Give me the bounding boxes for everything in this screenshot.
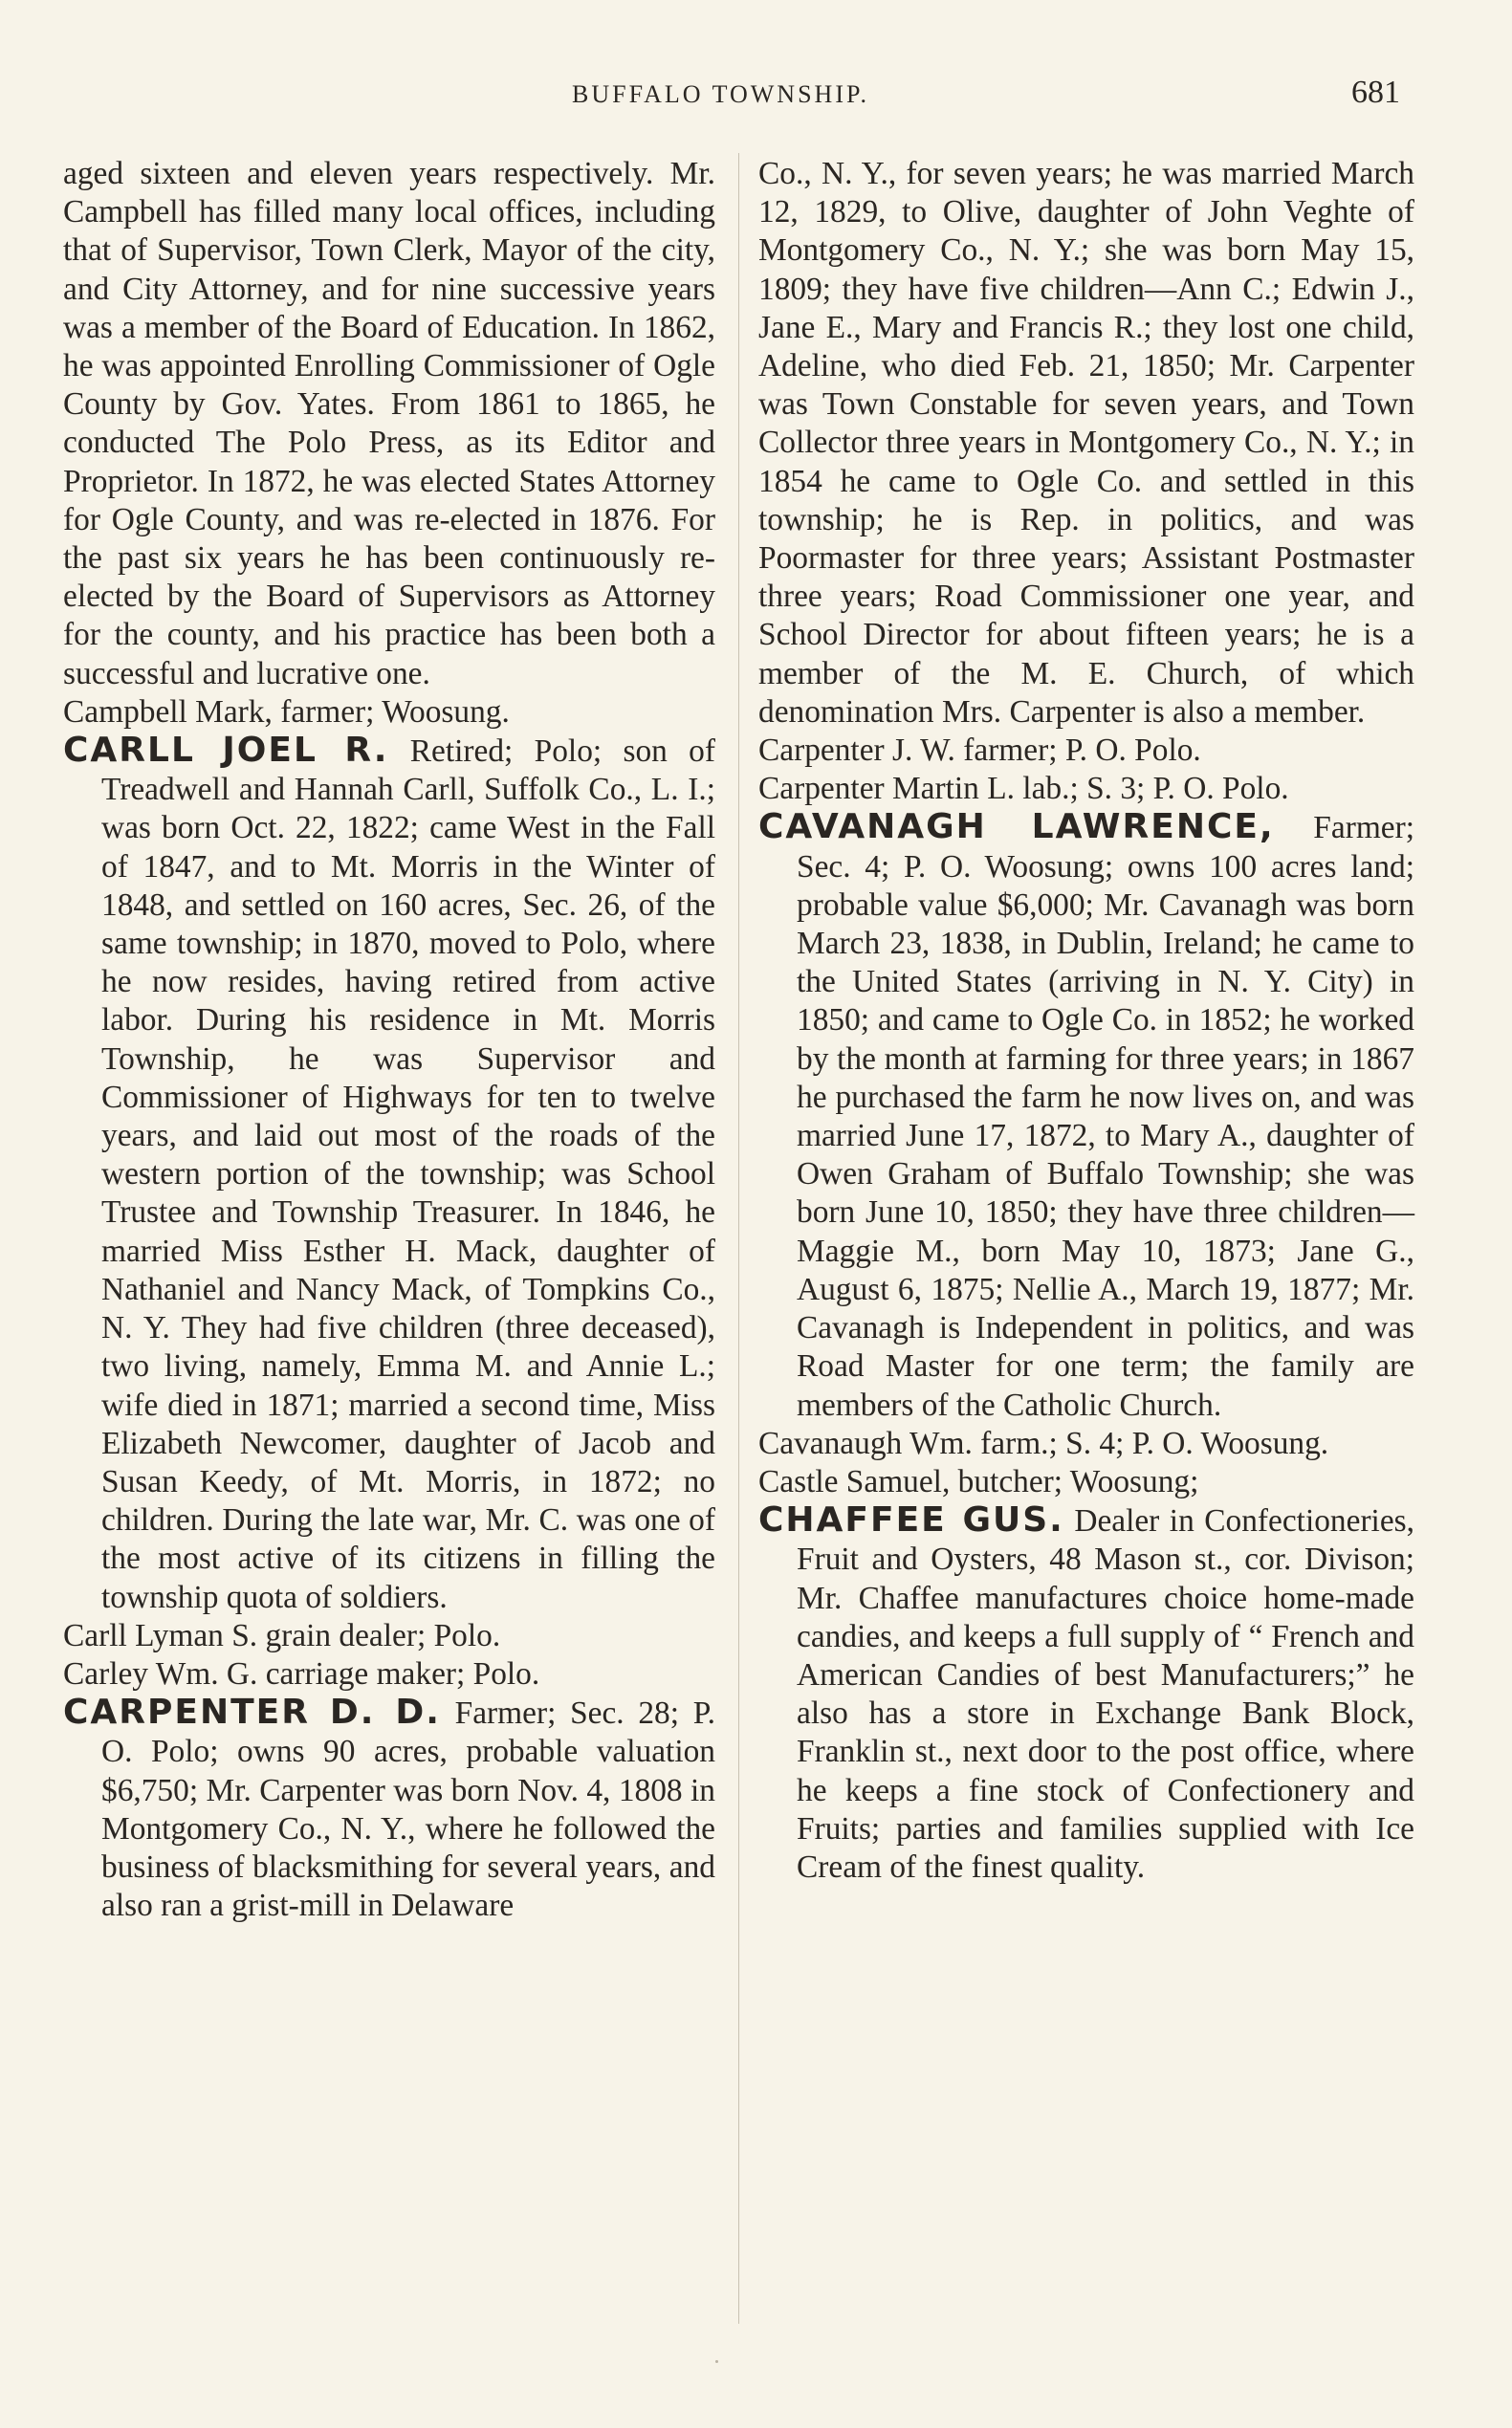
directory-entry: Carll Lyman S. grain dealer; Polo. (63, 1617, 501, 1653)
biography-entry: CARLL JOEL R. Retired; Polo; son of Treadwell and Hannah Carll, Suffolk Co., L. I.; was born Oct. 22, 1822; came West in the Fall of 1847, and to Mt. Morris in the Winter of 1848, and settled on 160 acres, Sec. 26, of the same township; in 1870, moved to Polo, where he now resides, having retired from active labor. During his residence in Mt. Morris Township, he was Supervisor and Commissioner of Highways for ten to twelve years, and laid out most of the roads of the western portion of the township; was School Trustee and Township Treasurer. In 1846, he married Miss Esther H. Mack, daughter of Nathaniel and Nancy Mack, of Tompkins Co., N. Y. They had five children (three deceased), two living, namely, Emma M. and Annie L.; wife died in 1871; married a second time, Miss Elizabeth Newcomer, daughter of Jacob and Susan Keedy, of Mt. Morris, in 1872; no children. During the late war, Mr. C. was one of the most active of its citizens in filling the township quota of soldiers. (63, 731, 715, 1615)
biography-entry: CHAFFEE GUS. Dealer in Confectioneries, Fruit and Oysters, 48 Mason st., cor. Divison; Mr. Chaffee manufactures choice home-made candies, and keeps a full supply of “ French and American Candies of best Manufacturers;” he also has a store in Exchange Bank Block, Franklin st., next door to the post office, where he keeps a fine stock of Confectionery and Fruits; parties and families supplied with Ice Cream of the finest quality. (758, 1500, 1414, 1885)
page-header (0, 75, 1512, 113)
directory-entry: Carpenter Martin L. lab.; S. 3; P. O. Polo. (758, 771, 1289, 807)
directory-entry: Cavanaugh Wm. farm.; S. 4; P. O. Woosung. (758, 1425, 1329, 1461)
directory-entry: Carpenter J. W. farmer; P. O. Polo. (758, 733, 1201, 769)
page-number: 681 (1351, 75, 1400, 110)
entry-name: CARLL JOEL R. (63, 731, 389, 771)
biography-entry: CAVANAGH LAWRENCE, Farmer; Sec. 4; P. O. Woosung; owns 100 acres land; probable value $6,000; Mr. Cavanagh was born March 23, 1838, in Dublin, Ireland; he came to the United States (arriving in N. Y. City) in 1850; and came to Ogle Co. in 1852; he worked by the month at farming for three years; in 1867 he purchased the farm he now lives on, and was married June 17, 1872, to Mary A., daughter of Owen Graham of Buffalo Township; she was born June 10, 1850; they have three children—Maggie M., born May 10, 1873; Jane G., August 6, 1875; Nellie A., March 19, 1877; Mr. Cavanagh is Independent in politics, and was Road Master for one term; the family are members of the Catholic Church. (758, 807, 1415, 1423)
paper-speck (715, 2360, 718, 2363)
entry-continuation: aged sixteen and eleven years respectively. Mr. Campbell has filled many local offices, including that of Supervisor, Town Clerk, Mayor of the city, and City Attorney, and for nine successive years was a member of the Board of Education. In 1862, he was appointed Enrolling Commissioner of Ogle County by Gov. Yates. From 1861 to 1865, he conducted The Polo Press, as its Editor and Proprietor. In 1872, he was elected States Attorney for Ogle County, and was re-elected in 1876. For the past six years he has been continuously re-elected by the Board of Supervisors as Attorney for the county, and his practice has been both a successful and lucrative one. (63, 156, 715, 691)
entry-continuation: Co., N. Y., for seven years; he was married March 12, 1829, to Olive, daughter of John Veghte of Montgomery Co., N. Y.; she was born May 15, 1809; they have five children—Ann C.; Edwin J., Jane E., Mary and Francis R.; they lost one child, Adeline, who died Feb. 21, 1850; Mr. Carpenter was Town Constable for seven years, and Town Collector three years in Montgomery Co., N. Y.; in 1854 he came to Ogle Co. and settled in this township; he is Rep. in politics, and was Poormaster for three years; Assistant Postmaster three years; Road Commissioner one year, and School Director for about fifteen years; he is a member of the M. E. Church, of which denomination Mrs. Carpenter is also a member. (758, 156, 1414, 730)
left-column (63, 155, 715, 1925)
directory-entry: Campbell Mark, farmer; Woosung. (63, 693, 510, 730)
running-head: BUFFALO TOWNSHIP. (572, 80, 870, 108)
entry-name: CARPENTER D. D. (63, 1693, 441, 1733)
column-divider (738, 153, 739, 2324)
entry-name: CAVANAGH LAWRENCE, (758, 807, 1275, 847)
biography-entry: CARPENTER D. D. Farmer; Sec. 28; P. O. Polo; owns 90 acres, probable valuation $6,750; Mr. Carpenter was born Nov. 4, 1808 in Montgomery Co., N. Y., where he followed the business of blacksmithing for several years, and also ran a grist-mill in Delaware (63, 1693, 715, 1924)
right-column (758, 155, 1414, 1887)
entry-name: CHAFFEE GUS. (758, 1500, 1064, 1541)
directory-entry: Castle Samuel, butcher; Woosung; (758, 1463, 1199, 1499)
directory-entry: Carley Wm. G. carriage maker; Polo. (63, 1655, 540, 1692)
